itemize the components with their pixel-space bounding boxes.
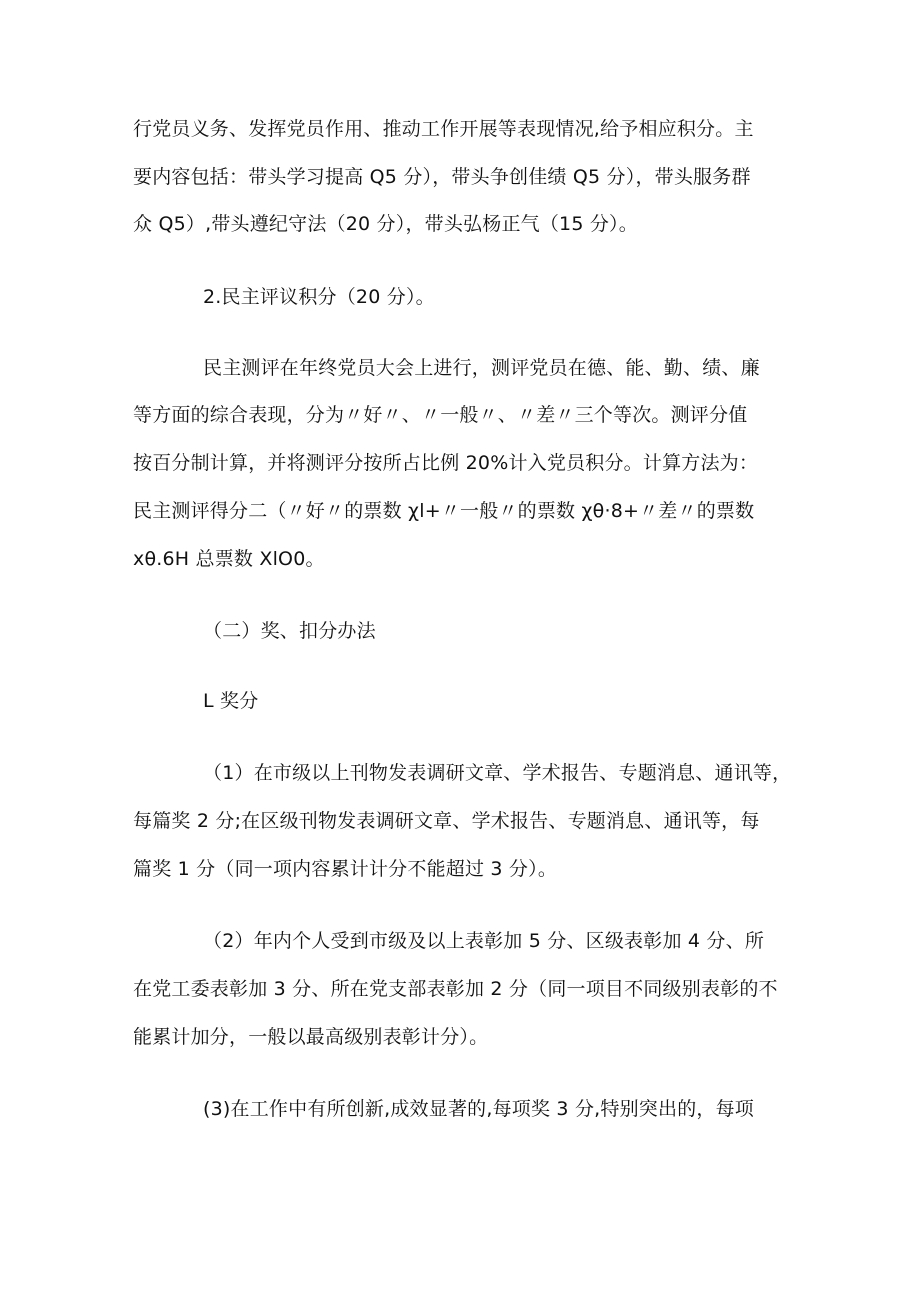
paragraph-line: 民主测评得分二（〃好〃的票数 χl+〃一般〃的票数 χθ·8+〃差〃的票数 xyxy=(133,500,755,522)
paragraph-line: xθ.6H 总票数 XlO0。 xyxy=(133,548,325,570)
paragraph-line: 在党工委表彰加 3 分、所在党支部表彰加 2 分（同一项目不同级别表彰的不 xyxy=(133,978,778,1000)
paragraph-line: 每篇奖 2 分;在区级刊物发表调研文章、学术报告、专题消息、通讯等，每 xyxy=(133,810,760,832)
paragraph-line: 能累计加分，一般以最高级别表彰计分）。 xyxy=(133,1026,489,1048)
paragraph-line: 民主测评在年终党员大会上进行，测评党员在德、能、勤、绩、廉 xyxy=(203,357,760,379)
section-heading: L 奖分 xyxy=(203,690,259,712)
paragraph-line: (3)在工作中有所创新,成效显著的,每项奖 3 分,特别突出的，每项 xyxy=(203,1098,755,1120)
paragraph-line: 等方面的综合表现，分为〃好〃、〃一般〃、〃差〃三个等次。测评分值 xyxy=(133,404,748,426)
paragraph-line: （2）年内个人受到市级及以上表彰加 5 分、区级表彰加 4 分、所 xyxy=(203,930,765,952)
paragraph-line: 篇奖 1 分（同一项内容累计计分不能超过 3 分）。 xyxy=(133,858,558,880)
paragraph-line: 按百分制计算，并将测评分按所占比例 20%计入党员积分。计算方法为： xyxy=(133,452,759,474)
section-heading: （二）奖、扣分办法 xyxy=(203,620,376,642)
paragraph-line: 要内容包括：带头学习提高 Q5 分），带头争创佳绩 Q5 分），带头服务群 xyxy=(133,166,751,188)
paragraph-line: 行党员义务、发挥党员作用、推动工作开展等表现情况,给予相应积分。主 xyxy=(133,118,754,140)
paragraph-line: （1）在市级以上刊物发表调研文章、学术报告、专题消息、通讯等， xyxy=(203,762,792,784)
paragraph-line: 众 Q5）,带头遵纪守法（20 分），带头弘杨正气（15 分）。 xyxy=(133,213,638,235)
section-heading: 2.民主评议积分（20 分）。 xyxy=(203,286,435,308)
